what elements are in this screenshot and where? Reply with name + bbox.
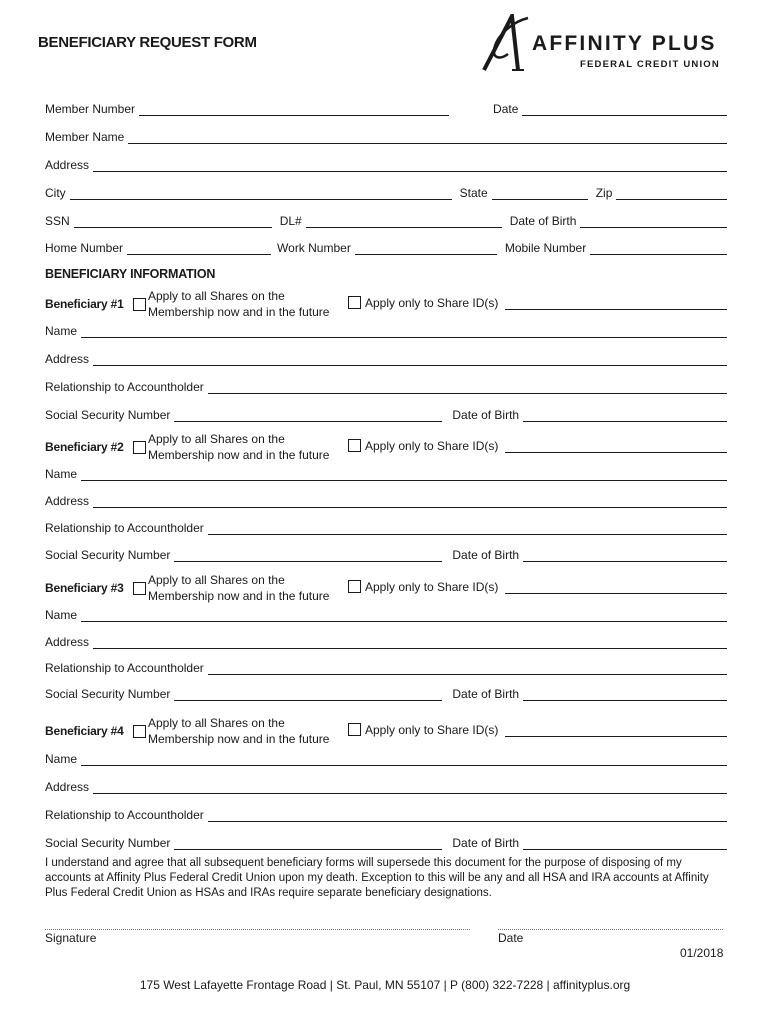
beneficiary-3-name-label: Name <box>45 608 78 622</box>
beneficiary-3-address-label: Address <box>45 635 90 649</box>
beneficiary-2-address-field[interactable] <box>93 493 727 508</box>
beneficiary-4-ssn-label: Social Security Number <box>45 836 171 850</box>
beneficiary-3-share-id-label: Apply only to Share ID(s) <box>365 580 499 594</box>
beneficiary-4-name-row <box>45 748 727 766</box>
work-number-field[interactable] <box>355 240 497 255</box>
beneficiary-2-name-row <box>45 463 727 481</box>
beneficiary-1-address-field[interactable] <box>93 351 727 366</box>
beneficiary-4-ssn-dob-row <box>45 832 727 850</box>
beneficiary-3-name-row <box>45 604 727 622</box>
beneficiary-3-ssn-field[interactable] <box>174 686 442 701</box>
city-field[interactable] <box>70 185 452 200</box>
beneficiary-2-share-id-label: Apply only to Share ID(s) <box>365 439 499 453</box>
footer-contact: 175 West Lafayette Frontage Road | St. Paul, MN 55107 | P (800) 322-7228 | affinityplus.org <box>139 978 631 992</box>
beneficiary-2-relationship-row <box>45 517 727 535</box>
state-field[interactable] <box>492 185 588 200</box>
beneficiary-1-relationship-row <box>45 376 727 394</box>
beneficiary-4-relationship-label: Relationship to Accountholder <box>45 808 204 822</box>
city-state-zip-row <box>45 182 727 200</box>
beneficiary-2-address-row <box>45 490 727 508</box>
beneficiary-3-ssn-label: Social Security Number <box>45 687 171 701</box>
signature-date-field[interactable] <box>498 929 723 930</box>
dl-label: DL# <box>279 214 302 228</box>
beneficiary-4-share-id-field[interactable] <box>505 736 727 737</box>
beneficiary-1-share-id-label: Apply only to Share ID(s) <box>365 296 499 310</box>
agreement-text: I understand and agree that all subsequent beneficiary forms will supersede this document for the purpose of disposing of my accounts at Affinity Plus Federal Credit Union upon my death. Exception to this will be any and all HSA and IRA accounts at Affinity Plus Federal Credit Union as HSAs and IRAs require separate beneficiary designations. <box>45 857 709 899</box>
beneficiary-3-header <box>45 571 727 605</box>
beneficiary-1-dob-field[interactable] <box>523 407 727 422</box>
beneficiary-1-ssn-field[interactable] <box>174 407 442 422</box>
beneficiary-3-name-field[interactable] <box>81 607 727 622</box>
home-number-label: Home Number <box>45 241 124 255</box>
mobile-number-label: Mobile Number <box>504 241 587 255</box>
beneficiary-1-address-row <box>45 348 727 366</box>
beneficiary-2-relationship-field[interactable] <box>208 520 727 535</box>
signature-date-label: Date <box>498 931 524 945</box>
beneficiary-3-share-id-checkbox[interactable] <box>348 580 361 593</box>
beneficiary-4-name-label: Name <box>45 752 78 766</box>
member-name-label: Member Name <box>45 130 125 144</box>
dl-field[interactable] <box>306 213 502 228</box>
signature-field[interactable] <box>45 929 470 930</box>
form-title: BENEFICIARY REQUEST FORM <box>38 34 257 51</box>
beneficiary-1-relationship-label: Relationship to Accountholder <box>45 380 204 394</box>
beneficiary-1-all-shares-checkbox[interactable] <box>133 298 146 311</box>
beneficiary-section-title: BENEFICIARY INFORMATION <box>45 267 216 281</box>
beneficiary-1-ssn-label: Social Security Number <box>45 408 171 422</box>
beneficiary-3-relationship-row <box>45 657 727 675</box>
date-label: Date <box>493 102 519 116</box>
beneficiary-4-all-shares-text: Apply to all Shares on the Membership now and in the future <box>148 716 330 746</box>
beneficiary-4-address-row <box>45 776 727 794</box>
mobile-number-field[interactable] <box>590 240 727 255</box>
beneficiary-3-share-id-field[interactable] <box>505 593 727 594</box>
member-address-row <box>45 154 727 172</box>
ssn-dl-dob-row <box>45 210 727 228</box>
member-number-label: Member Number <box>45 102 136 116</box>
beneficiary-2-share-id-field[interactable] <box>505 452 727 453</box>
zip-label: Zip <box>595 186 613 200</box>
date-field[interactable] <box>522 101 727 116</box>
logo-name: AFFINITY PLUS <box>532 32 717 55</box>
beneficiary-1-name-field[interactable] <box>81 323 727 338</box>
member-name-row <box>45 126 727 144</box>
beneficiary-4-address-label: Address <box>45 780 90 794</box>
beneficiary-1-label: Beneficiary #1 <box>45 297 124 311</box>
beneficiary-2-share-id-checkbox[interactable] <box>348 439 361 452</box>
beneficiary-1-header <box>45 287 727 321</box>
signature-label: Signature <box>45 931 97 945</box>
beneficiary-3-dob-label: Date of Birth <box>452 687 520 701</box>
beneficiary-1-address-label: Address <box>45 352 90 366</box>
beneficiary-4-relationship-field[interactable] <box>208 807 727 822</box>
beneficiary-1-relationship-field[interactable] <box>208 379 727 394</box>
beneficiary-2-all-shares-checkbox[interactable] <box>133 441 146 454</box>
beneficiary-3-address-field[interactable] <box>93 634 727 649</box>
beneficiary-4-address-field[interactable] <box>93 779 727 794</box>
city-label: City <box>45 186 66 200</box>
state-label: State <box>459 186 488 200</box>
beneficiary-1-all-shares-text: Apply to all Shares on the Membership now and in the future <box>148 289 330 319</box>
beneficiary-2-ssn-label: Social Security Number <box>45 548 171 562</box>
beneficiary-2-name-label: Name <box>45 467 78 481</box>
beneficiary-4-all-shares-checkbox[interactable] <box>133 725 146 738</box>
beneficiary-1-share-id-field[interactable] <box>505 309 727 310</box>
member-dob-field[interactable] <box>580 213 727 228</box>
phone-numbers-row <box>45 237 727 255</box>
beneficiary-3-address-row <box>45 631 727 649</box>
beneficiary-4-ssn-field[interactable] <box>174 835 442 850</box>
beneficiary-2-dob-field[interactable] <box>523 547 727 562</box>
beneficiary-3-ssn-dob-row <box>45 683 727 701</box>
beneficiary-4-dob-label: Date of Birth <box>452 836 520 850</box>
zip-field[interactable] <box>616 185 727 200</box>
beneficiary-4-share-id-checkbox[interactable] <box>348 723 361 736</box>
beneficiary-3-relationship-field[interactable] <box>208 660 727 675</box>
beneficiary-4-label: Beneficiary #4 <box>45 724 124 738</box>
ssn-label: SSN <box>45 214 70 228</box>
beneficiary-2-label: Beneficiary #2 <box>45 440 124 454</box>
beneficiary-1-name-label: Name <box>45 324 78 338</box>
ssn-field[interactable] <box>74 213 272 228</box>
beneficiary-2-dob-label: Date of Birth <box>452 548 520 562</box>
member-address-label: Address <box>45 158 90 172</box>
beneficiary-4-header <box>45 714 727 748</box>
member-address-field[interactable] <box>93 157 727 172</box>
beneficiary-3-label: Beneficiary #3 <box>45 581 124 595</box>
beneficiary-4-name-field[interactable] <box>81 751 727 766</box>
beneficiary-2-name-field[interactable] <box>81 466 727 481</box>
beneficiary-2-ssn-dob-row <box>45 544 727 562</box>
member-dob-label: Date of Birth <box>509 214 577 228</box>
beneficiary-2-all-shares-text: Apply to all Shares on the Membership now and in the future <box>148 432 330 462</box>
beneficiary-1-name-row <box>45 320 727 338</box>
beneficiary-3-dob-field[interactable] <box>523 686 727 701</box>
work-number-label: Work Number <box>277 241 351 255</box>
beneficiary-2-address-label: Address <box>45 494 90 508</box>
affinity-plus-logo <box>482 14 744 74</box>
home-number-field[interactable] <box>127 240 271 255</box>
member-name-field[interactable] <box>128 129 727 144</box>
beneficiary-4-dob-field[interactable] <box>523 835 727 850</box>
beneficiary-3-all-shares-checkbox[interactable] <box>133 582 146 595</box>
form-revision: 01/2018 <box>680 946 724 960</box>
member-number-field[interactable] <box>139 101 449 116</box>
member-number-row <box>45 98 727 116</box>
beneficiary-3-relationship-label: Relationship to Accountholder <box>45 661 204 675</box>
beneficiary-1-dob-label: Date of Birth <box>452 408 520 422</box>
beneficiary-1-ssn-dob-row <box>45 404 727 422</box>
beneficiary-4-relationship-row <box>45 804 727 822</box>
beneficiary-2-relationship-label: Relationship to Accountholder <box>45 521 204 535</box>
beneficiary-3-all-shares-text: Apply to all Shares on the Membership now and in the future <box>148 573 330 603</box>
logo-subtitle: FEDERAL CREDIT UNION <box>580 59 720 70</box>
beneficiary-4-share-id-label: Apply only to Share ID(s) <box>365 723 499 737</box>
beneficiary-1-share-id-checkbox[interactable] <box>348 296 361 309</box>
beneficiary-2-header <box>45 430 727 464</box>
beneficiary-2-ssn-field[interactable] <box>174 547 442 562</box>
